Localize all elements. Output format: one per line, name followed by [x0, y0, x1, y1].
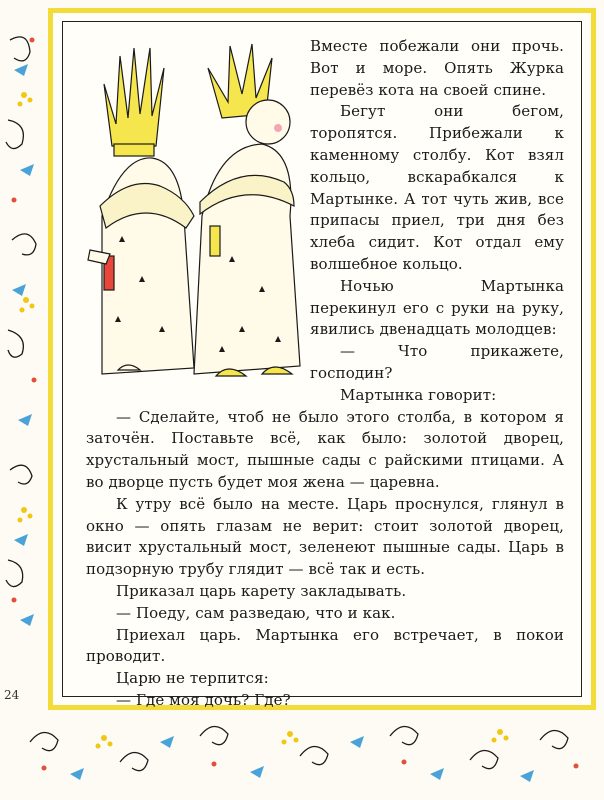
paragraph: — Где моя дочь? Где?	[116, 690, 291, 709]
paragraph: Ночью Мартынка перекинул его с руки на руку, явились двенадцать молодцев:	[310, 276, 564, 339]
left-border-ornament	[0, 0, 46, 700]
paragraph: Бегут они бегом, торопятся. Прибежали к каменному столбу. Кот взял кольцо, вскарабкался к Мартынке. А тот чуть жив, все припасы приел, три дня без хлеба сидит. Кот отдал ему волшебное кольцо.	[310, 102, 564, 273]
page-number: 24	[4, 688, 20, 702]
illustration-spacer	[86, 36, 310, 404]
paragraph: Вместе побежали они прочь. Вот и море. Опять Журка перевёз кота на своей спине.	[310, 37, 564, 99]
story-text	[86, 36, 564, 709]
paragraph: — Что прикажете, господин?	[310, 342, 564, 382]
paragraph: Приказал царь карету закладывать.	[116, 581, 407, 600]
bottom-border-ornament	[0, 712, 604, 800]
paragraph: К утру всё было на месте. Царь проснулся, глянул в окно — опять глазам не верит: стоит золотой дворец, висит хрустальный мост, зеленеют пышные сады. Царь в подзорную трубу глядит — всё так и есть.	[86, 494, 564, 579]
paragraph: Царю не терпится:	[116, 669, 269, 688]
paragraph: Мартынка говорит:	[340, 385, 497, 404]
paragraph: Приехал царь. Мартынка его встречает, в покои проводит.	[86, 625, 564, 666]
paragraph: — Сделайте, чтоб не было этого столба, в котором я заточён. Поставьте всё, как было: золотой дворец, хрустальный мост, пышные сады с райскими птицами. А во дворце пусть будет моя жена — царевна.	[86, 407, 564, 491]
paragraph: — Поеду, сам разведаю, что и как.	[116, 603, 396, 622]
